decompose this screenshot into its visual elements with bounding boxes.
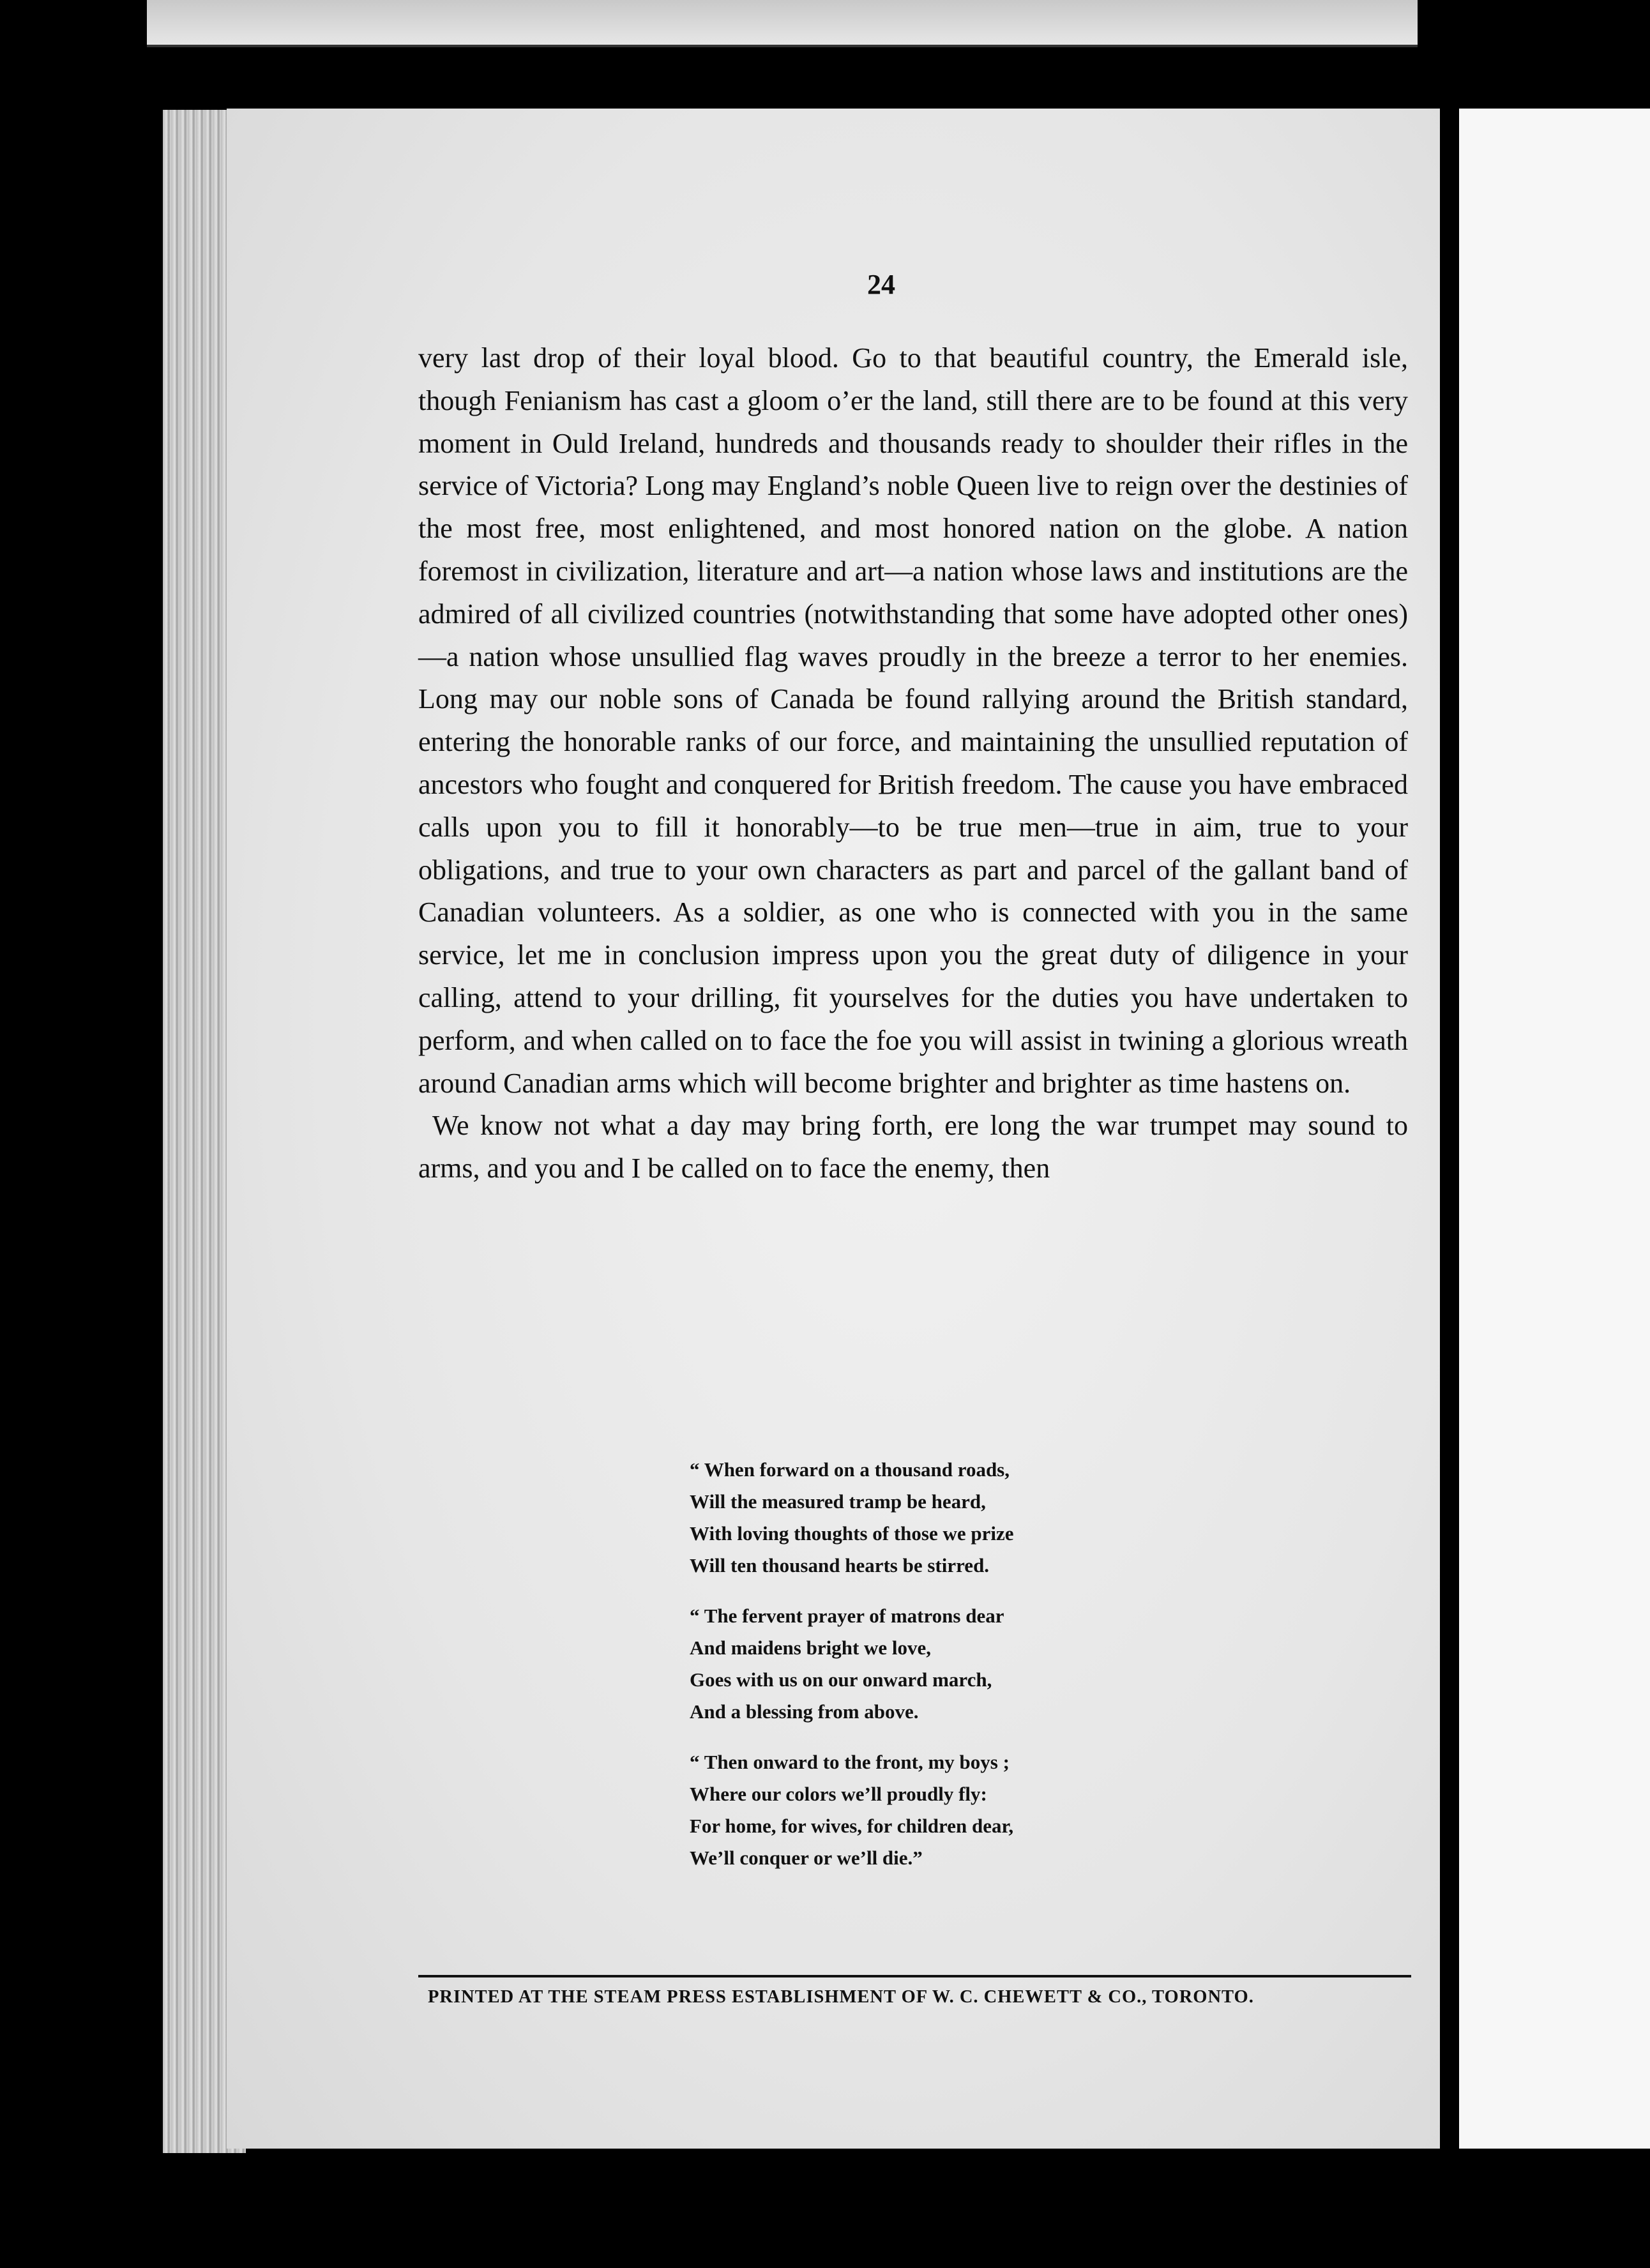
facing-page [1459, 109, 1650, 2149]
poem-stanza [690, 1746, 1014, 1874]
previous-page-edge [147, 0, 1418, 47]
poem-line: With loving thoughts of those we prize [690, 1522, 1014, 1545]
poem-line: Will the measured tramp be heard, [690, 1490, 986, 1513]
poem [690, 1454, 1014, 1893]
printer-imprint: PRINTED AT THE STEAM PRESS ESTABLISHMENT OF W. C. CHEWETT & CO., TORONTO. [428, 1987, 1254, 2007]
document-page [227, 109, 1440, 2149]
body-text [418, 337, 1408, 1190]
poem-stanza [690, 1454, 1014, 1582]
poem-line: Goes with us on our onward march, [690, 1668, 992, 1691]
paragraph: very last drop of their loyal blood. Go to that beautiful country, the Emerald isle, though Fenianism has cast a gloom o’er the land, still there are to be found at this very moment in Ould Ireland, hundreds and thousands ready to shoulder their rifles in the service of Victoria? Long may England’s noble Queen live to reign over the destinies of the most free, most enlightened, and most honored nation on the globe. A nation foremost in civilization, literature and art—a nation whose laws and institutions are the admired of all civilized countries (notwithstanding that some have adopted other ones)—a nation whose unsullied flag waves proudly in the breeze a terror to her enemies. Long may our noble sons of Canada be found rallying around the British standard, entering the honorable ranks of our force, and maintaining the unsullied reputation of ancestors who fought and conquered for British freedom. The cause you have embraced calls upon you to fill it honorably—to be true men—true in aim, true to your obligations, and true to your own characters as part and parcel of the gallant band of Canadian volunteers. As a soldier, as one who is connected with you in the same service, let me in conclusion impress upon you the great duty of diligence in your calling, attend to your drilling, fit yourselves for the duties you have undertaken to perform, and when called on to face the foe you will assist in twining a glorious wreath around Canadian arms which will become brighter and brighter as time hastens on. [418, 342, 1408, 1099]
poem-stanza [690, 1600, 1014, 1728]
poem-line: “ When forward on a thousand roads, [690, 1458, 1010, 1481]
poem-line: We’ll conquer or we’ll die.” [690, 1847, 923, 1869]
poem-line: “ The fervent prayer of matrons dear [690, 1605, 1004, 1627]
page-number: 24 [867, 269, 895, 300]
poem-line: For home, for wives, for children dear, [690, 1815, 1014, 1837]
poem-line: And maidens bright we love, [690, 1637, 932, 1659]
poem-line: Will ten thousand hearts be stirred. [690, 1554, 990, 1576]
horizontal-rule [418, 1975, 1411, 1977]
poem-line: And a blessing from above. [690, 1700, 919, 1723]
paragraph: We know not what a day may bring forth, ere long the war trumpet may sound to arms, and you and I be called on to face the enemy, then [418, 1110, 1408, 1184]
poem-line: Where our colors we’ll proudly fly: [690, 1783, 987, 1805]
poem-line: “ Then onward to the front, my boys ; [690, 1751, 1010, 1773]
